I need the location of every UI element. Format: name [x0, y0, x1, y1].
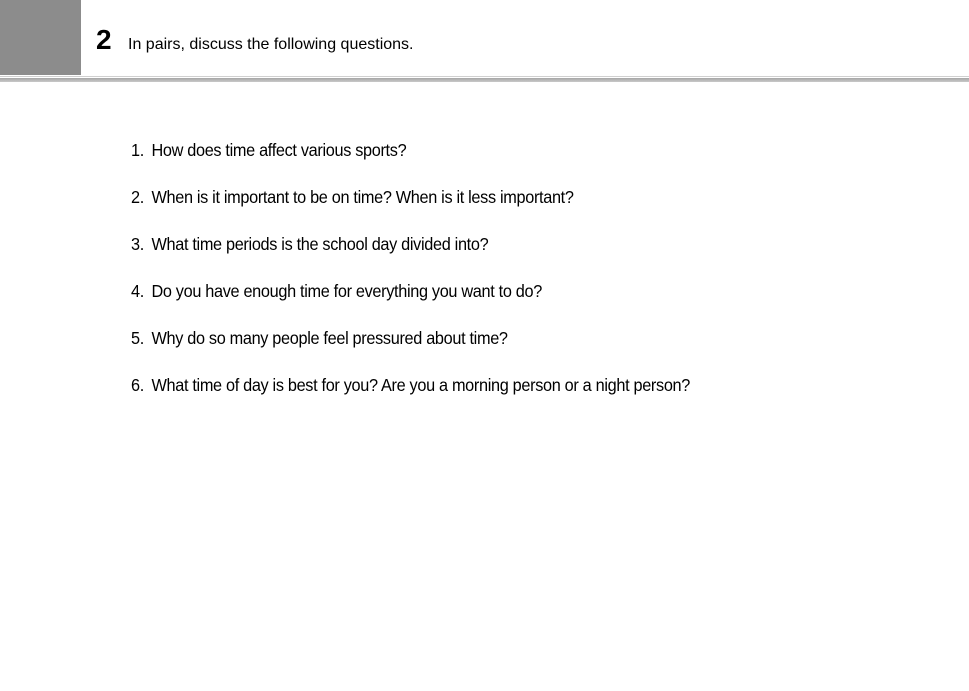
question-text: What time periods is the school day divided into? [151, 234, 489, 254]
header-divider-highlight [0, 76, 969, 77]
question-number: 4. [131, 281, 144, 301]
question-text: How does time affect various sports? [151, 140, 407, 160]
question-text: Why do so many people feel pressured about time? [151, 328, 508, 348]
question-item [131, 374, 690, 421]
question-text: What time of day is best for you? Are you a morning person or a night person? [151, 375, 691, 395]
question-item [131, 186, 690, 233]
question-number: 3. [131, 234, 144, 254]
question-number: 5. [131, 328, 144, 348]
question-number: 2. [131, 187, 144, 207]
question-list [131, 139, 732, 421]
question-item [131, 327, 690, 374]
question-item [131, 233, 690, 280]
exercise-instruction: In pairs, discuss the following questions. [128, 36, 414, 53]
header-color-block [0, 0, 81, 75]
question-item [131, 280, 690, 327]
header-divider [0, 78, 969, 82]
exercise-header [0, 0, 969, 78]
question-item [131, 139, 690, 186]
question-number: 1. [131, 140, 144, 160]
exercise-number: 2 [96, 24, 112, 55]
question-number: 6. [131, 375, 144, 395]
question-text: When is it important to be on time? When is it less important? [151, 187, 574, 207]
question-text: Do you have enough time for everything you want to do? [151, 281, 542, 301]
